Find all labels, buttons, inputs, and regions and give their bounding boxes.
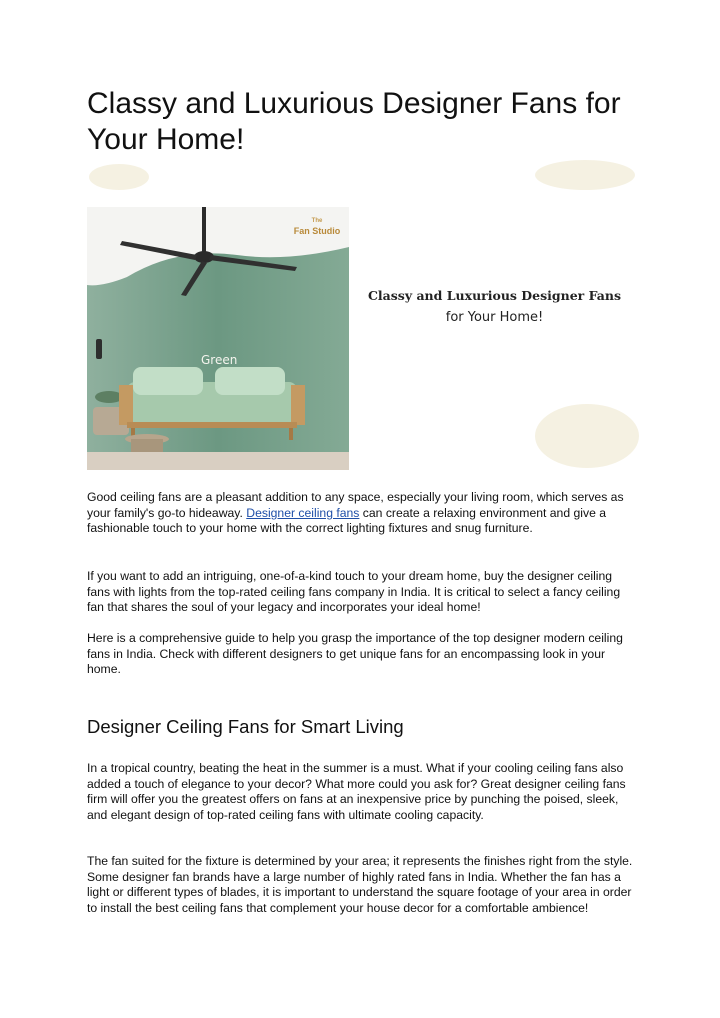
color-label: Green <box>201 353 238 367</box>
decor-speck <box>535 160 635 190</box>
decor-speck <box>89 164 149 190</box>
hero-banner <box>87 158 640 472</box>
paragraph-buy: If you want to add an intriguing, one-of-a-kind touch to your dream home, buy the designer ceiling fans with lights from the top-rated ceiling fans company in India. It is critical to select a fancy ceiling fan that shares the soul of your legacy and incorporates your ideal home! <box>87 569 621 615</box>
paragraph-guide: Here is a comprehensive guide to help you grasp the importance of the top designer modern ceiling fans in India. Check with different designers to get unique fans for an encompassing look in your home. <box>87 631 623 677</box>
banner-heading: Classy and Luxurious Designer Fans <box>367 288 622 303</box>
page-title: Classy and Luxurious Designer Fans for Your Home! <box>87 87 621 156</box>
designer-ceiling-fans-link[interactable]: Designer ceiling fans <box>246 505 360 520</box>
room-illustration <box>87 207 349 470</box>
decor-speck <box>535 404 639 468</box>
paragraph-intro-end: can create a relaxing environment and give a fashionable touch to your home with the correct lighting fixtures and snug furniture. <box>87 505 607 536</box>
logo-brand-text: Fan Studio <box>293 226 341 236</box>
paragraph-tropical: In a tropical country, beating the heat in the summer is a must. What if your cooling ceiling fans also added a touch of elegance to your decor? What more could you ask for? Great designer ceiling fans firm will offer you the greatest offers on fans at an inexpensive price by punching the poised, sleek, and elegant design of top-rated ceiling fans with ultimate cooling capacity. <box>87 761 626 823</box>
brand-logo <box>293 216 341 242</box>
paragraph-intro <box>87 490 637 537</box>
section-heading: Designer Ceiling Fans for Smart Living <box>87 716 404 737</box>
paragraph-intro-start: Good ceiling fans are a pleasant addition to any space, especially your living room, which serves as your family's go-to hideaway. <box>87 490 624 520</box>
logo-small-text: The <box>311 218 323 224</box>
fan-room-photo <box>87 207 349 470</box>
banner-subheading: for Your Home! <box>445 310 544 325</box>
paragraph-fixture: The fan suited for the fixture is determined by your area; it represents the finishes right from the style. Some designer fan brands have a large number of highly rated fans in India. Whether the fan has a light or different types of blades, it is important to understand the square footage of your area in order to install the best ceiling fans that complement your house decor for a comfortable ambience! <box>87 854 633 916</box>
